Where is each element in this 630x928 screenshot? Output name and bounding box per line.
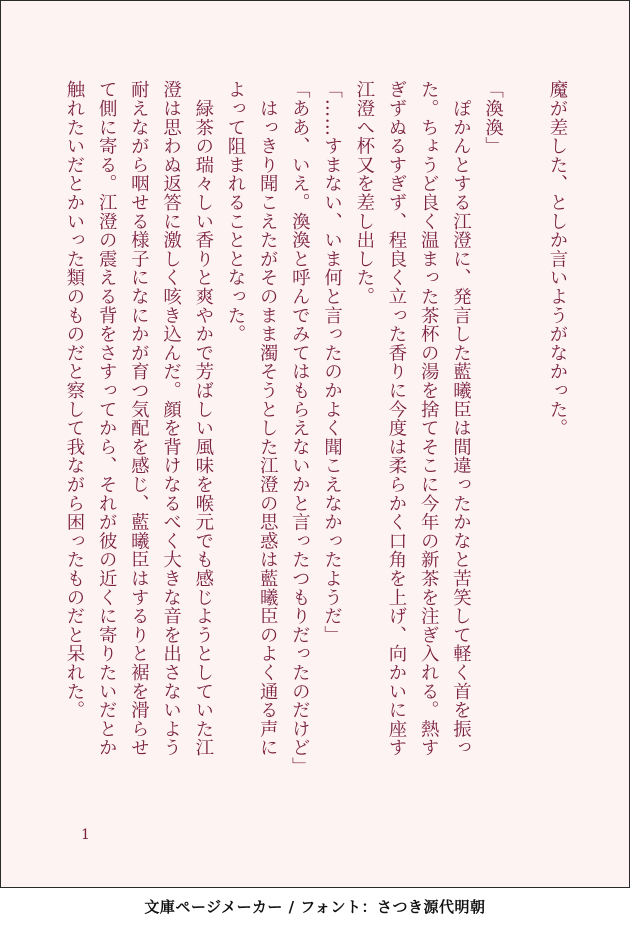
text-line: 澄は思わぬ返答に激しく咳き込んだ。顔を背けなるべく大きな音を出さないよう	[160, 80, 182, 757]
footer-credit: 文庫ページメーカー / フォント：さつき源代明朝	[144, 898, 486, 916]
text-line: 「渙渙」	[482, 80, 504, 156]
text-line: 江澄へ杯又を差し出した。	[353, 80, 375, 306]
vertical-body-text	[58, 80, 573, 780]
text-line: 「……すまない、いま何と言ったのかよく聞こえなかったようだ」	[321, 80, 343, 644]
text-line: 触れたいだとかいった類のものだと察して我ながら困ったものだと呆れた。	[63, 80, 85, 720]
blank-line	[509, 80, 541, 780]
text-line: よって阻まれることとなった。	[224, 80, 246, 344]
text-line: 「ああ、いえ。渙渙と呼んでみてはもらえないかと言ったつもりだったのだけど」	[289, 80, 311, 776]
text-line: ぽかんとする江澄に、発言した藍曦臣は間違ったかなと苦笑して軽く首を振っ	[450, 80, 472, 757]
text-line: 緑茶の瑞々しい香りと爽やかで芳ばしい風味を喉元でも感じようとしていた江	[192, 80, 214, 757]
text-line: 耐えながら咽せる様子になにかが育つ気配を感じ、藍曦臣はするりと裾を滑らせ	[128, 80, 150, 757]
text-line: て側に寄る。江澄の震える背をさすってから、それが彼の近くに寄りたいだとか	[96, 80, 118, 757]
text-line: ぎずぬるすぎず、程良く立った香りに今度は柔らかく口角を上げ、向かいに座す	[385, 80, 407, 757]
page-number: 1	[81, 827, 90, 843]
text-line: 魔が差した、としか言いようがなかった。	[547, 80, 568, 438]
text-line: た。ちょうど良く温まった茶杯の湯を捨てそこに今年の新茶を注ぎ入れる。熱す	[418, 80, 440, 757]
text-line: はっきり聞こえたがそのまま濁そうとした江澄の思惑は藍曦臣のよく通る声に	[257, 80, 279, 757]
